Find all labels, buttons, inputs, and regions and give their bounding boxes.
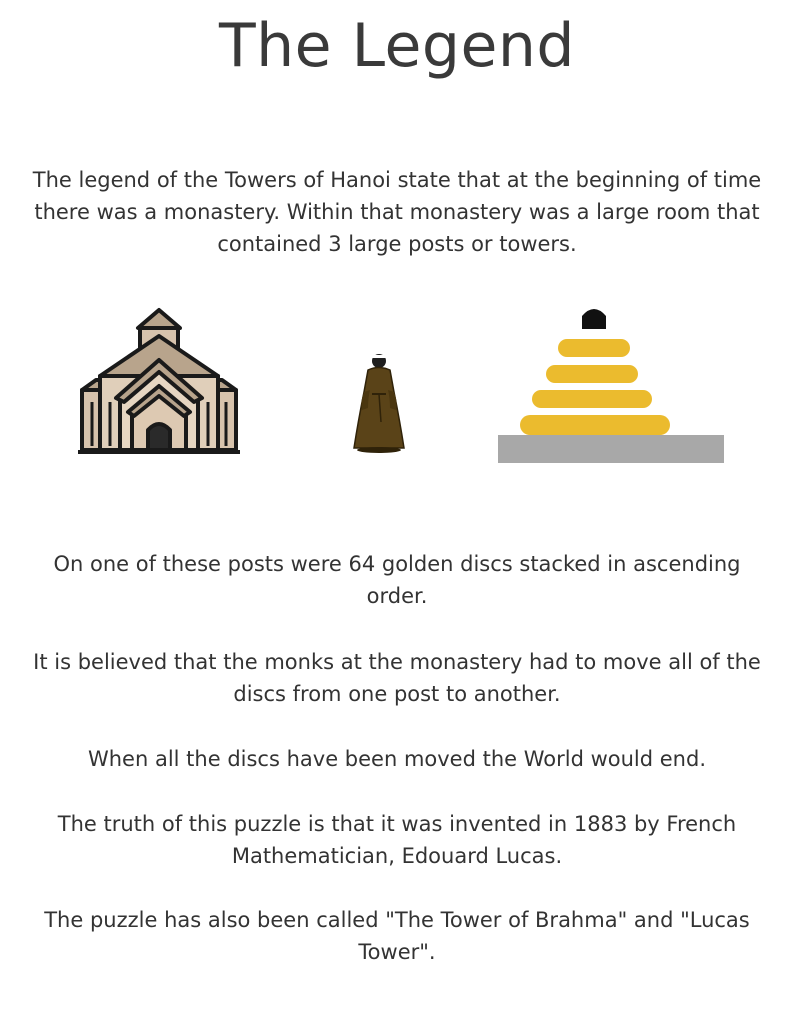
page-title: The Legend [218, 11, 576, 81]
truth-paragraph: The truth of this puzzle is that it was invented in 1883 by French Mathematician, Edouard Lucas. [57, 812, 737, 868]
tower-of-hanoi-icon [494, 304, 726, 466]
end-paragraph: When all the discs have been moved the World would end. [87, 747, 706, 771]
intro-paragraph: The legend of the Towers of Hanoi state that at the beginning of time there was a monastery. Within that monastery was a large room that contained 3 large posts or towers. [32, 168, 762, 256]
discs-paragraph: On one of these posts were 64 golden discs stacked in ascending order. [53, 552, 741, 608]
monastery-icon [76, 306, 242, 456]
monk-icon [350, 352, 408, 454]
names-paragraph: The puzzle has also been called "The Tower of Brahma" and "Lucas Tower". [44, 908, 750, 964]
monks-paragraph: It is believed that the monks at the monastery had to move all of the discs from one post to another. [33, 650, 761, 706]
